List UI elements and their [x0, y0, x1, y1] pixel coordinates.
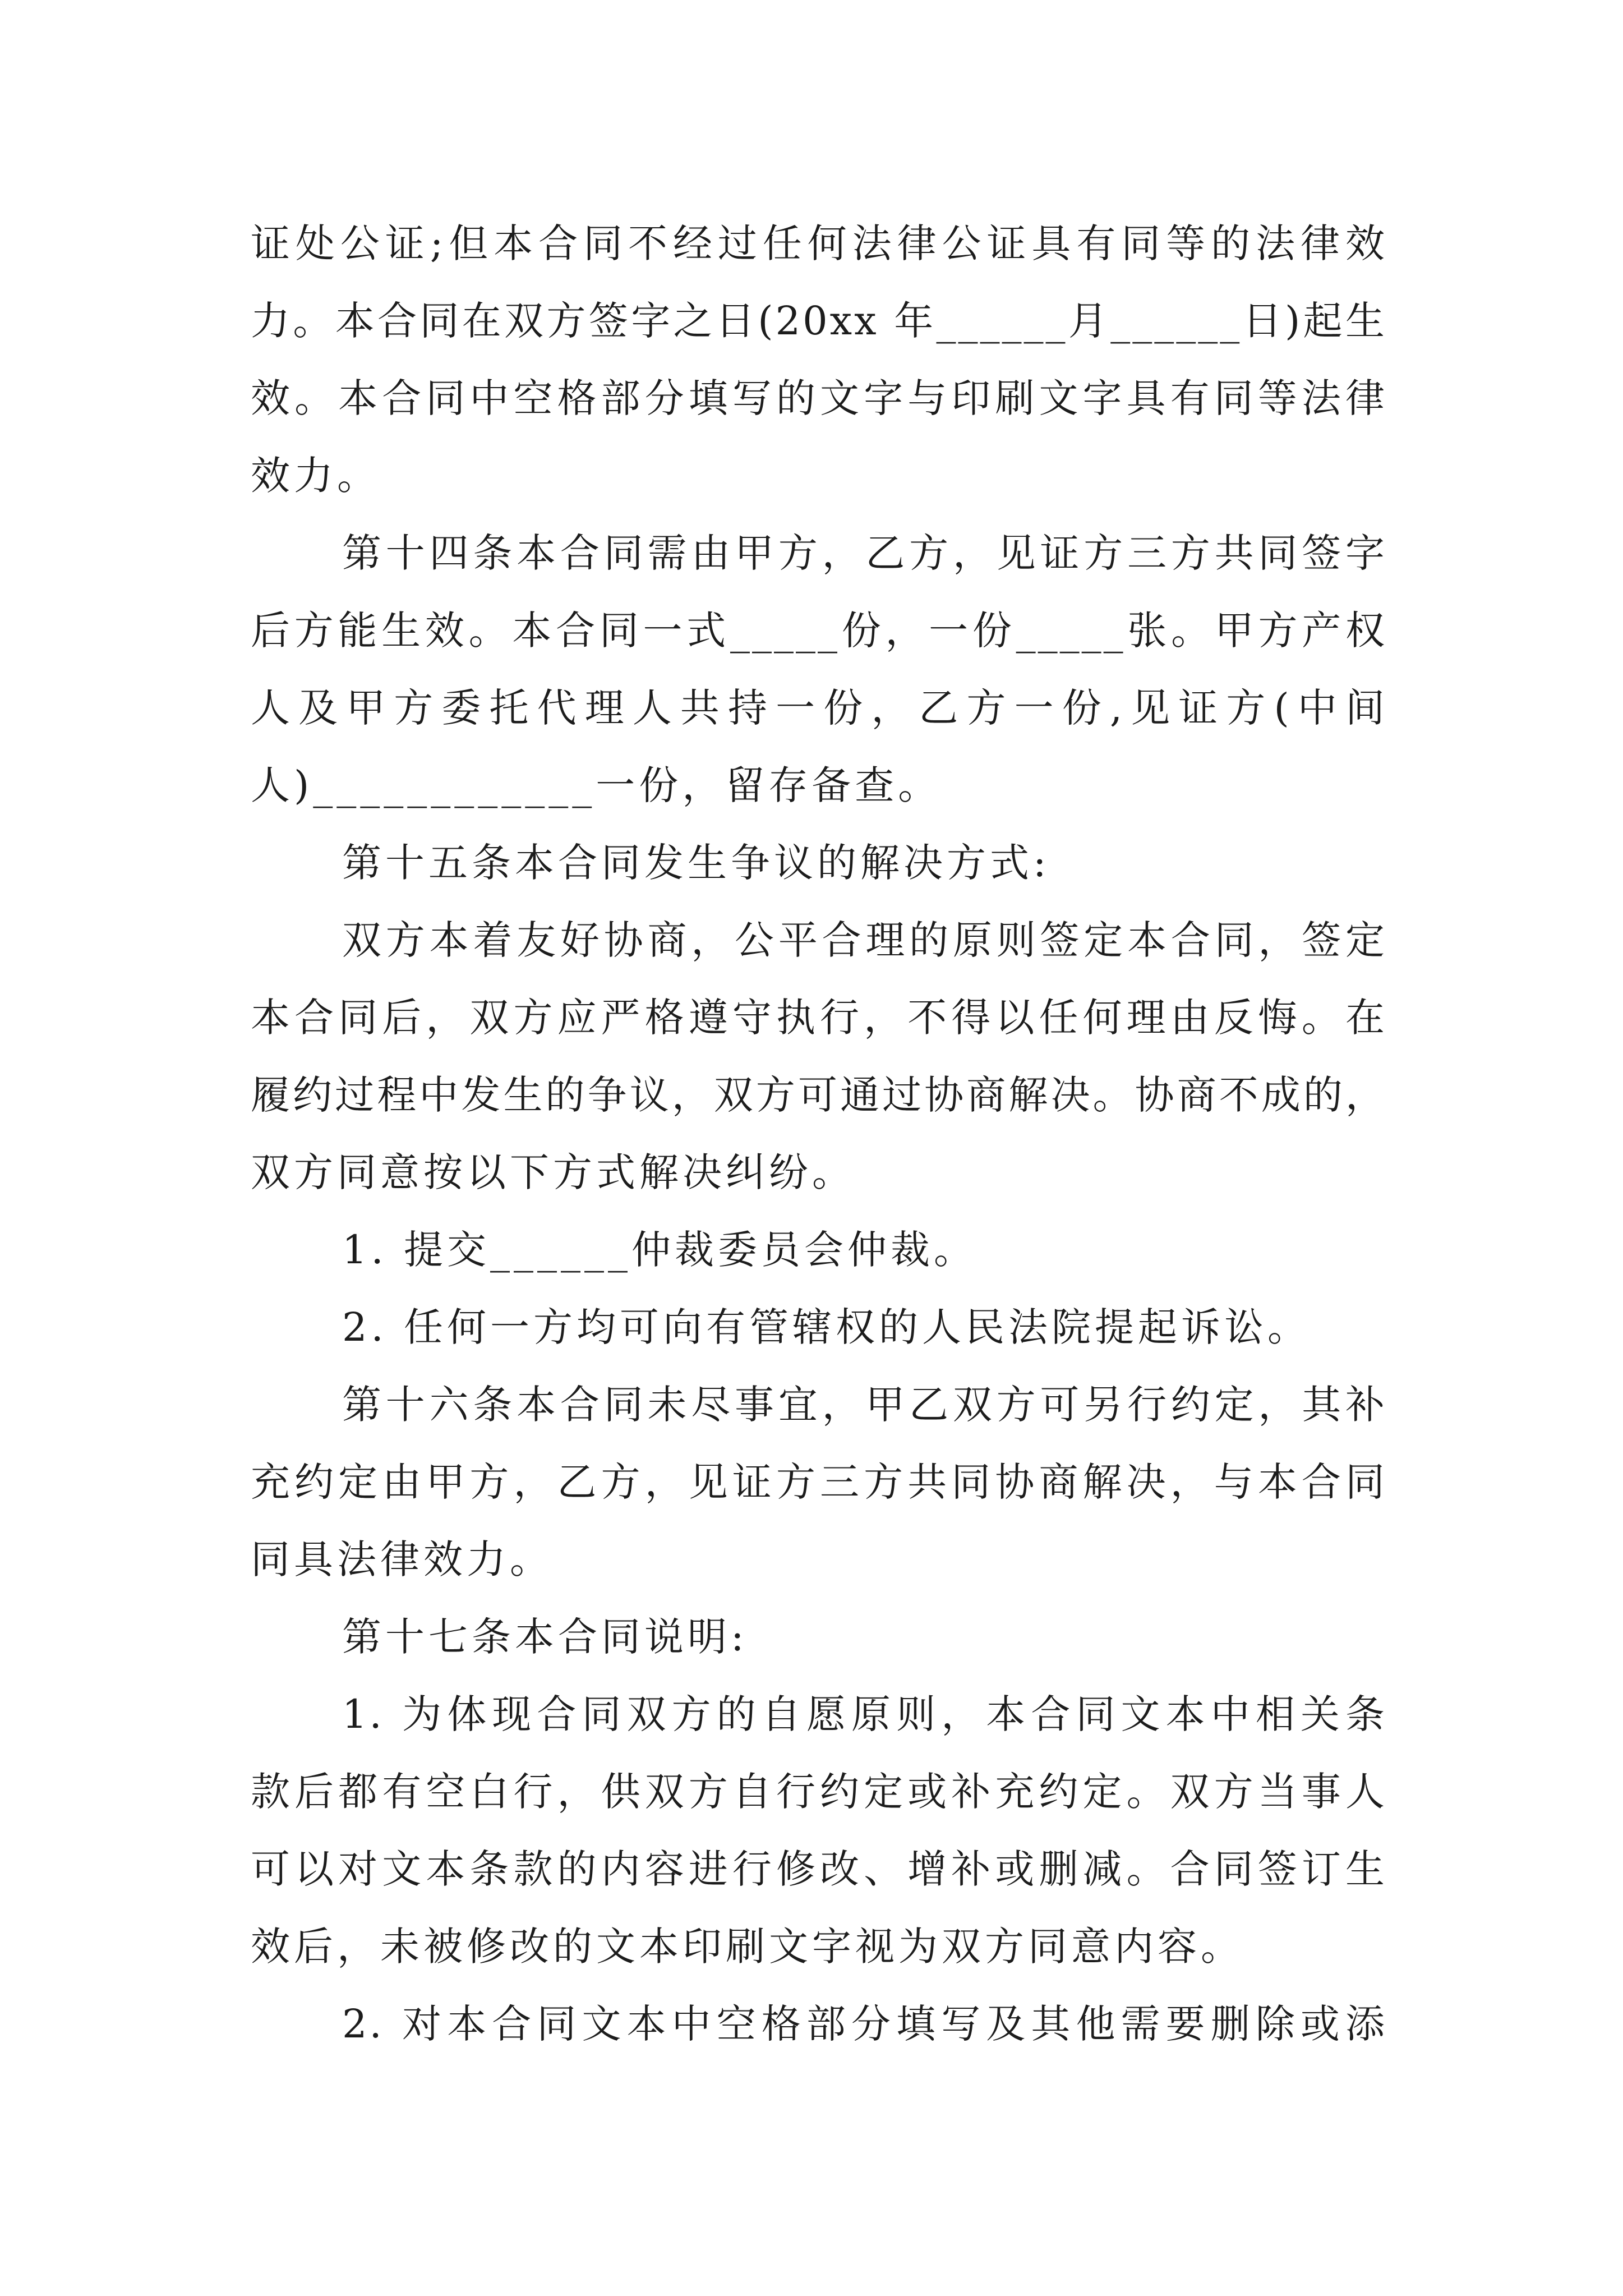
- text-line: 充约定由甲方，乙方，见证方三方共同协商解决，与本合同: [251, 1459, 1387, 1505]
- clause-13-continuation: [251, 205, 1387, 514]
- clause-17-item-1: [251, 1676, 1387, 1985]
- text-line: 第十四条本合同需由甲方，乙方，见证方三方共同签字: [342, 530, 1387, 576]
- clause-15-body: [251, 901, 1387, 1211]
- text-line: 款后都有空白行，供双方自行约定或补充约定。双方当事人: [251, 1769, 1387, 1815]
- text-line: 第十五条本合同发生争议的解决方式:: [342, 840, 1050, 886]
- clause-15-heading: [251, 824, 1387, 901]
- clause-15-item-1: [251, 1211, 1387, 1289]
- text-line: 效。本合同中空格部分填写的文字与印刷文字具有同等法律: [251, 375, 1387, 421]
- text-line: 效力。: [251, 453, 380, 499]
- text-line: 证处公证;但本合同不经过任何法律公证具有同等的法律效: [251, 220, 1387, 266]
- text-line: 力。本合同在双方签字之日(20xx 年______月______日)起生: [251, 298, 1387, 344]
- text-line: 本合同后，双方应严格遵守执行，不得以任何理由反悔。在: [251, 995, 1387, 1041]
- text-line: 同具法律效力。: [251, 1536, 553, 1582]
- text-line: 履约过程中发生的争议，双方可通过协商解决。协商不成的，: [251, 1072, 1387, 1118]
- clause-16: [251, 1366, 1387, 1598]
- text-line: 2. 任何一方均可向有管辖权的人民法院提起诉讼。: [342, 1304, 1311, 1350]
- text-line: 双方同意按以下方式解决纠纷。: [251, 1149, 855, 1195]
- clause-15-item-2: [251, 1289, 1387, 1366]
- document-body: [251, 205, 1387, 2063]
- text-line: 后方能生效。本合同一式_____份，一份_____张。甲方产权: [251, 608, 1387, 654]
- clause-14: [251, 514, 1387, 824]
- text-line: 双方本着友好协商，公平合理的原则签定本合同，签定: [342, 917, 1387, 963]
- clause-17-item-2: [251, 1985, 1387, 2063]
- text-line: 2. 对本合同文本中空格部分填写及其他需要删除或添: [342, 2001, 1387, 2047]
- text-line: 第十七条本合同说明:: [342, 1614, 748, 1660]
- text-line: 可以对文本条款的内容进行修改、增补或删减。合同签订生: [251, 1846, 1387, 1892]
- text-line: 人)____________一份，留存备查。: [251, 762, 942, 808]
- clause-17-heading: [251, 1598, 1387, 1676]
- text-line: 人及甲方委托代理人共持一份，乙方一份,见证方(中间: [251, 685, 1387, 731]
- text-line: 第十六条本合同未尽事宜，甲乙双方可另行约定，其补: [342, 1382, 1387, 1428]
- text-line: 1. 提交______仲裁委员会仲裁。: [342, 1227, 978, 1273]
- text-line: 1. 为体现合同双方的自愿原则，本合同文本中相关条: [342, 1691, 1387, 1737]
- text-line: 效后，未被修改的文本印刷文字视为双方同意内容。: [251, 1924, 1244, 1970]
